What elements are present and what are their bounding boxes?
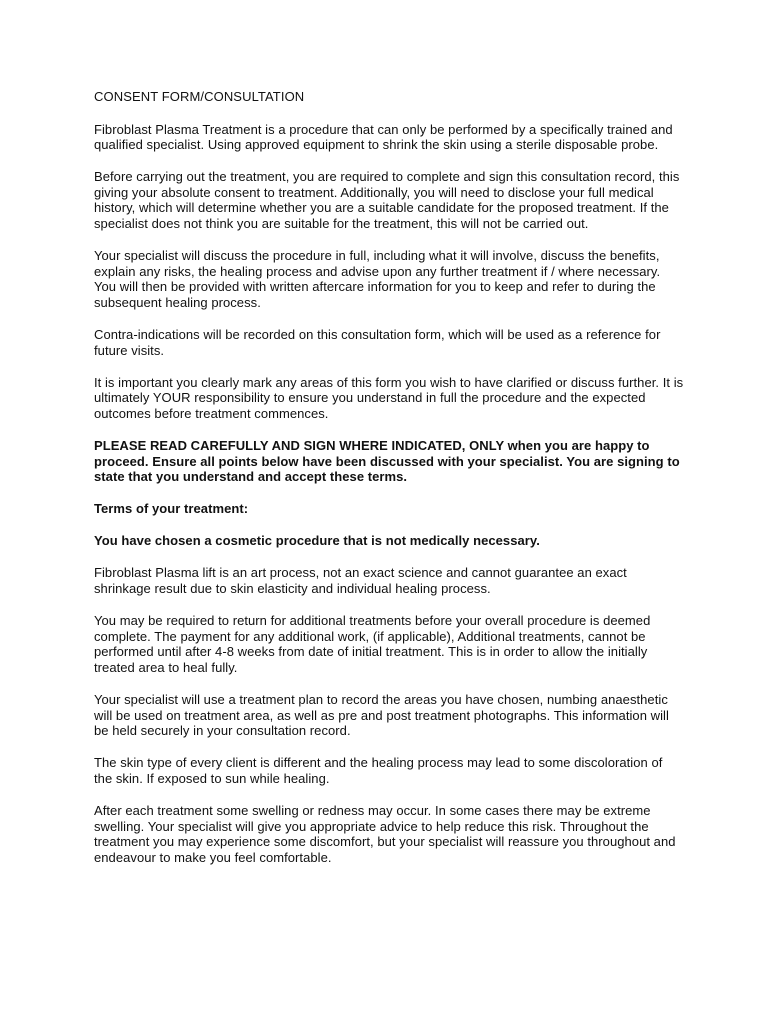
- consent-document: [94, 89, 684, 882]
- contra-indications-paragraph: Contra-indications will be recorded on this consultation form, which will be used as a reference for future visits.: [94, 326, 661, 358]
- swelling-paragraph: After each treatment some swelling or redness may occur. In some cases there may be extreme swelling. Your specialist will give you appropriate advice to help reduce this risk. Throughout the treatment you may experience some discomfort, but your specialist will reassure you throughout and endeavour to make you feel comfortable.: [94, 802, 676, 865]
- treatment-plan-paragraph: Your specialist will use a treatment plan to record the areas you have chosen, numbing anaesthetic will be used on treatment area, as well as pre and post treatment photographs. This information will be held securely in your consultation record.: [94, 691, 669, 739]
- read-carefully-notice: PLEASE READ CAREFULLY AND SIGN WHERE INDICATED, ONLY when you are happy to proceed. Ensure all points below have been discussed with your specialist. You are signing to state that you understand and accept these terms.: [94, 437, 680, 485]
- art-process-paragraph: Fibroblast Plasma lift is an art process, not an exact science and cannot guarantee an exact shrinkage result due to skin elasticity and individual healing process.: [94, 565, 627, 596]
- consent-requirement-paragraph: Before carrying out the treatment, you are required to complete and sign this consultation record, this giving your absolute consent to treatment. Additionally, you will need to disclose your full medical history, which will determine whether you are a suitable candidate for the proposed treatment. If the specialist does not think you are suitable for the treatment, this will not be carried out.: [94, 169, 680, 231]
- cosmetic-statement: You have chosen a cosmetic procedure that is not medically necessary.: [94, 533, 540, 549]
- terms-heading: Terms of your treatment:: [94, 501, 249, 517]
- additional-treatments-paragraph: You may be required to return for additional treatments before your overall procedure is deemed complete. The payment for any additional work, (if applicable), Additional treatments, cannot be performed until after 4-8 weeks from date of initial treatment. This is in order to allow the initially treated area to heal fully.: [94, 613, 651, 675]
- skin-type-paragraph: The skin type of every client is different and the healing process may lead to some discoloration of the skin. If exposed to sun while healing.: [94, 755, 663, 786]
- procedure-discussion-paragraph: Your specialist will discuss the procedure in full, including what it will involve, discuss the benefits, explain any risks, the healing process and advise upon any further treatment if / where necessary. You will then be provided with written aftercare information for you to keep and refer to during the subsequent healing process.: [94, 248, 661, 310]
- intro-paragraph: Fibroblast Plasma Treatment is a procedure that can only be performed by a specifically trained and qualified specialist. Using approved equipment to shrink the skin using a sterile disposable probe.: [94, 121, 673, 153]
- document-title: CONSENT FORM/CONSULTATION: [94, 89, 305, 104]
- responsibility-paragraph: It is important you clearly mark any areas of this form you wish to have clarified or discuss further. It is ultimately YOUR responsibility to ensure you understand in full the procedure and the expected outcomes before treatment commences.: [94, 374, 684, 421]
